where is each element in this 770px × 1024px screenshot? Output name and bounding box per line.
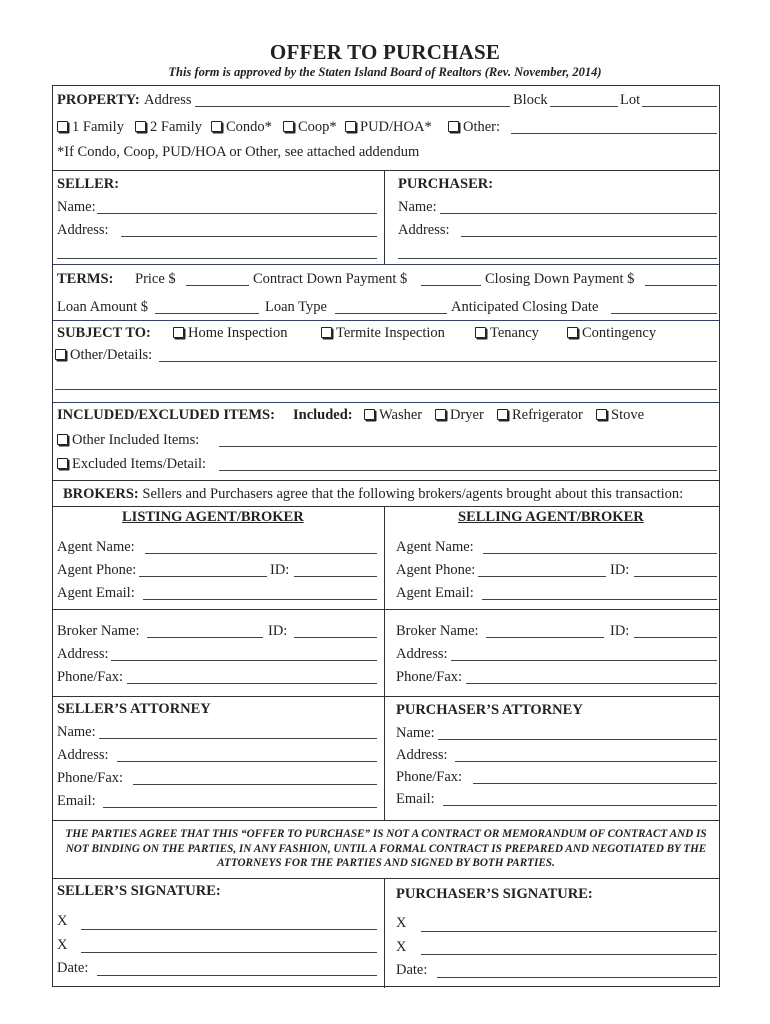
- checkbox-icon: [55, 349, 66, 360]
- form-subtitle: This form is approved by the Staten Island Board of Realtors (Rev. November, 2014): [168, 65, 602, 79]
- purchaser-label: PURCHASER:: [398, 176, 494, 192]
- selling-agent-name-field[interactable]: [483, 553, 717, 554]
- selling-agent-id-field[interactable]: [634, 576, 717, 577]
- seller-signature-date-label: Date:: [57, 960, 89, 976]
- column-divider: [384, 878, 385, 988]
- divider: [53, 320, 719, 321]
- purchaser-attorney-name-label: Name:: [396, 725, 435, 741]
- purchaser-attorney-email-label: Email:: [396, 791, 435, 807]
- subject-tenancy[interactable]: Tenancy: [475, 325, 539, 341]
- purchaser-attorney-address-label: Address:: [396, 747, 448, 763]
- type-condo[interactable]: Condo*: [211, 119, 272, 135]
- purchaser-signature-x-1: X: [396, 915, 407, 931]
- closing-date-label: Anticipated Closing Date: [451, 299, 599, 315]
- listing-broker-id-label: ID:: [268, 623, 288, 639]
- purchaser-attorney-title: PURCHASER’S ATTORNEY: [396, 702, 583, 718]
- seller-address-field[interactable]: [121, 236, 377, 237]
- divider: [53, 696, 719, 697]
- listing-broker-name-field[interactable]: [147, 637, 263, 638]
- purchaser-signature-date-field[interactable]: [437, 977, 717, 978]
- loan-amount-field[interactable]: [155, 313, 259, 314]
- property-address-field[interactable]: [195, 106, 510, 107]
- checkbox-icon: [57, 121, 68, 132]
- items-label: INCLUDED/EXCLUDED ITEMS:: [57, 407, 275, 423]
- other-included-items[interactable]: Other Included Items:: [57, 432, 199, 448]
- purchaser-attorney-phone-field[interactable]: [473, 783, 717, 784]
- divider: [53, 609, 719, 610]
- seller-attorney-name-label: Name:: [57, 724, 96, 740]
- selling-broker-phone-label: Phone/Fax:: [396, 669, 463, 685]
- form-title: OFFER TO PURCHASE: [269, 40, 501, 64]
- seller-signature-field-1[interactable]: [81, 929, 377, 930]
- other-details-field-2[interactable]: [55, 389, 717, 390]
- excluded-items[interactable]: Excluded Items/Detail:: [57, 456, 206, 472]
- divider: [53, 820, 719, 821]
- form-frame: [52, 85, 720, 987]
- seller-attorney-email-field[interactable]: [103, 807, 377, 808]
- purchaser-signature-x-2: X: [396, 939, 407, 955]
- item-refrigerator[interactable]: Refrigerator: [497, 407, 583, 423]
- listing-agent-id-field[interactable]: [294, 576, 377, 577]
- type-pud-hoa[interactable]: PUD/HOA*: [345, 119, 432, 135]
- block-label: Block: [513, 92, 548, 108]
- loan-type-field[interactable]: [335, 313, 447, 314]
- block-field[interactable]: [550, 106, 618, 107]
- purchaser-address-field[interactable]: [461, 236, 717, 237]
- contract-down-label: Contract Down Payment $: [253, 271, 408, 287]
- checkbox-icon: [135, 121, 146, 132]
- seller-address-field-2[interactable]: [57, 258, 377, 259]
- selling-agent-phone-label: Agent Phone:: [396, 562, 476, 578]
- subject-other-details[interactable]: Other/Details:: [55, 347, 152, 363]
- lot-field[interactable]: [642, 106, 717, 107]
- checkbox-icon: [567, 327, 578, 338]
- lot-label: Lot: [620, 92, 641, 108]
- divider: [53, 402, 719, 403]
- seller-name-label: Name:: [57, 199, 96, 215]
- purchaser-address-field-2[interactable]: [398, 258, 717, 259]
- purchaser-signature-field-1[interactable]: [421, 931, 717, 932]
- purchaser-signature-date-label: Date:: [396, 962, 428, 978]
- column-divider: [384, 506, 385, 820]
- seller-attorney-title: SELLER’S ATTORNEY: [57, 701, 211, 717]
- property-note: *If Condo, Coop, PUD/HOA or Other, see attached addendum: [57, 144, 420, 160]
- seller-signature-field-2[interactable]: [81, 952, 377, 953]
- listing-agent-name-field[interactable]: [145, 553, 377, 554]
- checkbox-icon: [364, 409, 375, 420]
- listing-agent-phone-field[interactable]: [139, 576, 267, 577]
- closing-down-label: Closing Down Payment $: [485, 271, 635, 287]
- seller-attorney-email-label: Email:: [57, 793, 96, 809]
- purchaser-signature-field-2[interactable]: [421, 954, 717, 955]
- type-coop[interactable]: Coop*: [283, 119, 337, 135]
- subject-termite-inspection[interactable]: Termite Inspection: [321, 325, 445, 341]
- excluded-field[interactable]: [219, 470, 717, 471]
- seller-attorney-phone-field[interactable]: [133, 784, 377, 785]
- item-stove[interactable]: Stove: [596, 407, 644, 423]
- checkbox-icon: [435, 409, 446, 420]
- checkbox-icon: [475, 327, 486, 338]
- purchaser-name-label: Name:: [398, 199, 437, 215]
- seller-label: SELLER:: [57, 176, 120, 192]
- checkbox-icon: [57, 434, 68, 445]
- divider: [53, 264, 719, 265]
- selling-broker-address-label: Address:: [396, 646, 448, 662]
- checkbox-icon: [57, 458, 68, 469]
- subject-to-label: SUBJECT TO:: [57, 325, 151, 341]
- non-binding-notice: THE PARTIES AGREE THAT THIS “OFFER TO PURCHASE” IS NOT A CONTRACT OR MEMORANDUM OF CONTRACT AND IS NOT BINDING ON THE PARTIES, IN ANY FASHION, UNTIL A FORMAL CONTRACT IS PREPARED AND NEGOTIATED BY THE ATTORNEYS FOR THE PARTIES AND SIGNED BY BOTH PARTIES.: [65, 828, 707, 869]
- seller-address-label: Address:: [57, 222, 109, 238]
- selling-broker-id-field[interactable]: [634, 637, 717, 638]
- selling-broker-name-field[interactable]: [486, 637, 604, 638]
- selling-agent-email-field[interactable]: [482, 599, 717, 600]
- purchaser-attorney-address-field[interactable]: [455, 761, 717, 762]
- divider: [53, 506, 719, 507]
- property-label: PROPERTY:: [57, 92, 140, 108]
- purchaser-name-field[interactable]: [440, 213, 717, 214]
- subject-contingency[interactable]: Contingency: [567, 325, 656, 341]
- divider: [53, 170, 719, 171]
- seller-attorney-address-field[interactable]: [117, 761, 377, 762]
- purchaser-signature-title: PURCHASER’S SIGNATURE:: [396, 886, 593, 902]
- selling-broker-address-field[interactable]: [451, 660, 717, 661]
- loan-type-label: Loan Type: [265, 299, 327, 315]
- checkbox-icon: [596, 409, 607, 420]
- checkbox-icon: [283, 121, 294, 132]
- purchaser-address-label: Address:: [398, 222, 450, 238]
- selling-agent-email-label: Agent Email:: [396, 585, 474, 601]
- selling-agent-id-label: ID:: [610, 562, 630, 578]
- listing-broker-phone-field[interactable]: [127, 683, 377, 684]
- checkbox-icon: [321, 327, 332, 338]
- purchaser-attorney-email-field[interactable]: [443, 805, 717, 806]
- seller-signature-date-field[interactable]: [97, 975, 377, 976]
- listing-broker-address-field[interactable]: [111, 660, 377, 661]
- other-included-field[interactable]: [219, 446, 717, 447]
- item-washer[interactable]: Washer: [364, 407, 422, 423]
- selling-broker-id-label: ID:: [610, 623, 630, 639]
- listing-agent-phone-label: Agent Phone:: [57, 562, 137, 578]
- included-label: Included:: [293, 407, 353, 423]
- listing-broker-id-field[interactable]: [294, 637, 377, 638]
- seller-signature-x-2: X: [57, 937, 68, 953]
- checkbox-icon: [497, 409, 508, 420]
- divider: [53, 480, 719, 481]
- type-1-family[interactable]: 1 Family: [57, 119, 124, 135]
- price-field[interactable]: [186, 285, 249, 286]
- column-divider: [384, 170, 385, 264]
- listing-agent-title: LISTING AGENT/BROKER: [122, 509, 304, 525]
- loan-amount-label: Loan Amount $: [57, 299, 149, 315]
- seller-signature-x-1: X: [57, 913, 68, 929]
- subject-home-inspection[interactable]: Home Inspection: [173, 325, 287, 341]
- selling-agent-phone-field[interactable]: [478, 576, 606, 577]
- listing-agent-name-label: Agent Name:: [57, 539, 135, 555]
- item-dryer[interactable]: Dryer: [435, 407, 484, 423]
- divider: [53, 878, 719, 879]
- seller-attorney-address-label: Address:: [57, 747, 109, 763]
- listing-agent-email-field[interactable]: [143, 599, 377, 600]
- other-type-field[interactable]: [511, 133, 717, 134]
- listing-broker-name-label: Broker Name:: [57, 623, 140, 639]
- checkbox-icon: [211, 121, 222, 132]
- selling-broker-name-label: Broker Name:: [396, 623, 479, 639]
- address-label: Address: [144, 92, 192, 108]
- type-other[interactable]: Other:: [448, 119, 500, 135]
- listing-broker-address-label: Address:: [57, 646, 109, 662]
- closing-down-field[interactable]: [645, 285, 717, 286]
- seller-attorney-name-field[interactable]: [99, 738, 377, 739]
- listing-agent-email-label: Agent Email:: [57, 585, 135, 601]
- checkbox-icon: [448, 121, 459, 132]
- selling-agent-title: SELLING AGENT/BROKER: [458, 509, 644, 525]
- listing-broker-phone-label: Phone/Fax:: [57, 669, 124, 685]
- selling-broker-phone-field[interactable]: [466, 683, 717, 684]
- terms-label: TERMS:: [57, 271, 114, 287]
- contract-down-field[interactable]: [421, 285, 481, 286]
- other-details-field[interactable]: [159, 361, 717, 362]
- seller-name-field[interactable]: [97, 213, 377, 214]
- price-label: Price $: [135, 271, 176, 287]
- seller-attorney-phone-label: Phone/Fax:: [57, 770, 124, 786]
- checkbox-icon: [173, 327, 184, 338]
- purchaser-attorney-phone-label: Phone/Fax:: [396, 769, 463, 785]
- seller-signature-title: SELLER’S SIGNATURE:: [57, 883, 221, 899]
- listing-agent-id-label: ID:: [270, 562, 290, 578]
- purchaser-attorney-name-field[interactable]: [438, 739, 717, 740]
- closing-date-field[interactable]: [611, 313, 717, 314]
- type-2-family[interactable]: 2 Family: [135, 119, 202, 135]
- brokers-statement: BROKERS: Sellers and Purchasers agree that the following brokers/agents brought about this transaction:: [63, 486, 684, 502]
- selling-agent-name-label: Agent Name:: [396, 539, 474, 555]
- checkbox-icon: [345, 121, 356, 132]
